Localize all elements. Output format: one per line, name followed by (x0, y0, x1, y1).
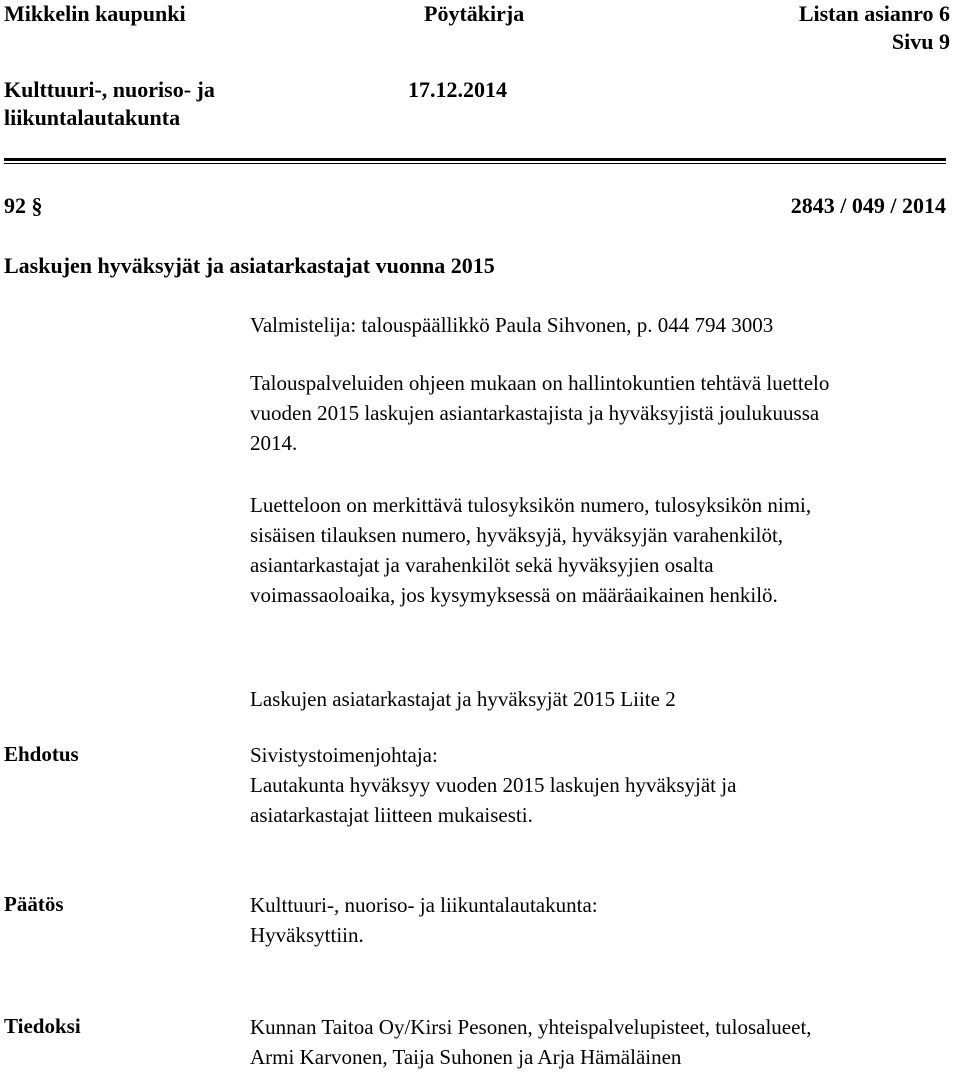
decision-text (250, 890, 598, 950)
header-divider-thin (4, 163, 946, 164)
paragraph-line: vuoden 2015 laskujen asiantarkastajista ja hyväksyjistä joulukuussa (250, 401, 820, 425)
notice-text (250, 1012, 812, 1072)
header-divider (4, 158, 946, 161)
committee-name-line2: liikuntalautakunta (4, 105, 181, 130)
org-name: Mikkelin kaupunki (4, 1, 186, 26)
proposal-text (250, 740, 736, 830)
document-type: Pöytäkirja (424, 1, 525, 26)
paragraph-line: Luetteloon on merkittävä tulosyksikön numero, tulosyksikön nimi, (250, 493, 812, 517)
notice-line: Kunnan Taitoa Oy/Kirsi Pesonen, yhteispalvelupisteet, tulosalueet, (250, 1015, 812, 1039)
meeting-date: 17.12.2014 (408, 77, 507, 102)
case-title: Laskujen hyväksyjät ja asiatarkastajat vuonna 2015 (4, 253, 495, 278)
case-number: 2843 / 049 / 2014 (790, 193, 946, 218)
proposal-line: asiatarkastajat liitteen mukaisesti. (250, 803, 533, 827)
decision-line: Hyväksyttiin. (250, 923, 364, 947)
paragraph-line: sisäisen tilauksen numero, hyväksyjä, hyväksyjän varahenkilöt, (250, 523, 784, 547)
proposal-line: Lautakunta hyväksyy vuoden 2015 laskujen hyväksyjät ja (250, 773, 737, 797)
notice-label: Tiedoksi (4, 1014, 81, 1038)
paragraph-line: Talouspalveluiden ohjeen mukaan on hallintokuntien tehtävä luettelo (250, 371, 830, 395)
decision-line: Kulttuuri-, nuoriso- ja liikuntalautakunta: (250, 893, 598, 917)
attachment-reference: Laskujen asiatarkastajat ja hyväksyjät 2015 Liite 2 (250, 687, 676, 711)
paragraph-line: asiantarkastajat ja varahenkilöt sekä hyväksyjien osalta (250, 553, 714, 577)
paragraph-2 (250, 490, 811, 610)
preparer-line: Valmistelija: talouspäällikkö Paula Sihvonen, p. 044 794 3003 (250, 313, 774, 337)
committee-name-line1: Kulttuuri-, nuoriso- ja (4, 77, 215, 102)
proposal-line: Sivistystoimenjohtaja: (250, 743, 438, 767)
paragraph-line: 2014. (250, 431, 298, 455)
decision-label: Päätös (4, 892, 64, 916)
paragraph-line: voimassaoloaika, jos kysymyksessä on määräaikainen henkilö. (250, 583, 778, 607)
paragraph-1 (250, 368, 829, 458)
list-item-number: Listan asianro 6 (798, 1, 950, 26)
notice-line: Armi Karvonen, Taija Suhonen ja Arja Hämäläinen (250, 1045, 682, 1069)
proposal-label: Ehdotus (4, 742, 79, 766)
section-number: 92 § (4, 193, 43, 218)
page-number: Sivu 9 (891, 29, 950, 54)
